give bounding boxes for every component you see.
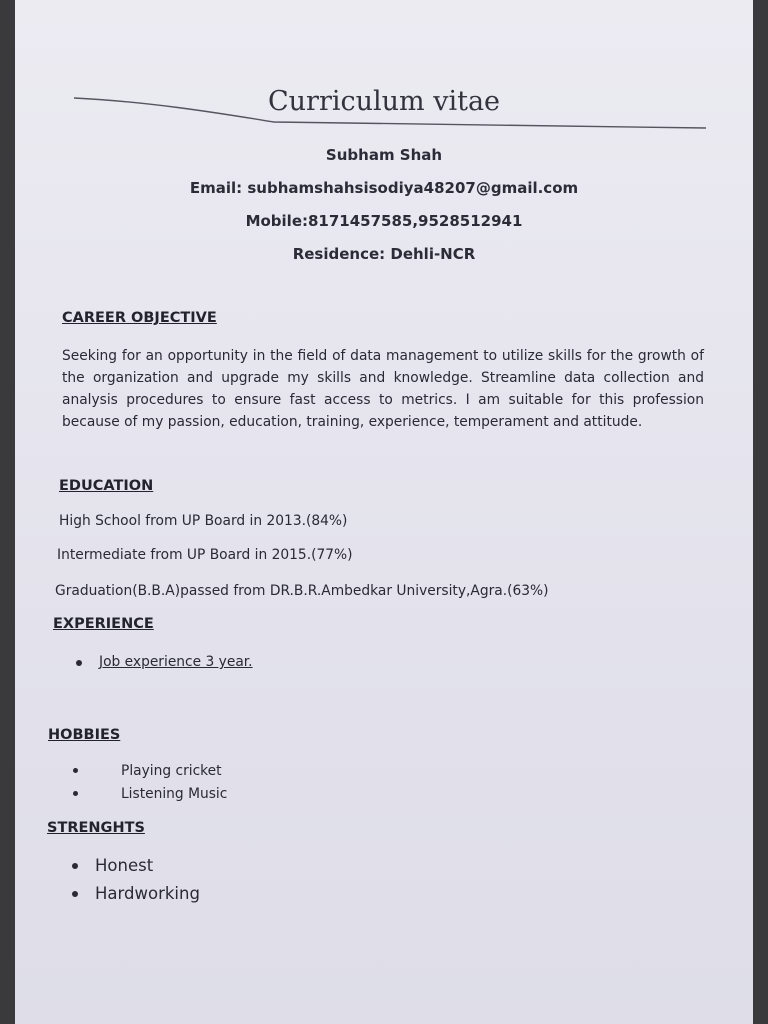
residence-line: Residence: Dehli-NCR [292, 245, 476, 263]
bullet [72, 891, 78, 897]
bullet [73, 768, 78, 773]
experience-item: Job experience 3 year. [99, 654, 253, 670]
title-underline [74, 92, 708, 132]
hobby-item: Listening Music [121, 786, 228, 802]
strengths-heading: STRENGHTS [47, 820, 145, 836]
bullet [72, 863, 78, 869]
education-item: Intermediate from UP Board in 2015.(77%) [57, 547, 353, 563]
bullet [73, 791, 78, 796]
candidate-name: Subham Shah [325, 146, 443, 164]
email-line: Email: subhamshahsisodiya48207@gmail.com [189, 179, 579, 197]
education-heading: EDUCATION [59, 478, 154, 494]
document-title: Curriculum vitae [267, 86, 501, 117]
mobile-line: Mobile:8171457585,9528512941 [245, 212, 523, 230]
career-objective-text: Seeking for an opportunity in the field of data management to utilize skills for the growth of the organization and upgrade my skills and knowledge. Streamline data collection and analysis procedures to ensure fast access to metrics. I am suitable for this profession because of my passion, education, training, experience, temperament and attitude. [62, 348, 704, 430]
experience-heading: EXPERIENCE [53, 616, 154, 632]
education-item: High School from UP Board in 2013.(84%) [59, 513, 348, 529]
strength-item: Hardworking [95, 884, 200, 903]
hobby-item: Playing cricket [121, 763, 222, 779]
bullet [76, 660, 82, 666]
strength-item: Honest [95, 856, 154, 875]
career-objective-heading: CAREER OBJECTIVE [62, 310, 217, 326]
hobbies-heading: HOBBIES [48, 727, 121, 743]
education-item: Graduation(B.B.A)passed from DR.B.R.Ambedkar University,Agra.(63%) [55, 583, 549, 599]
